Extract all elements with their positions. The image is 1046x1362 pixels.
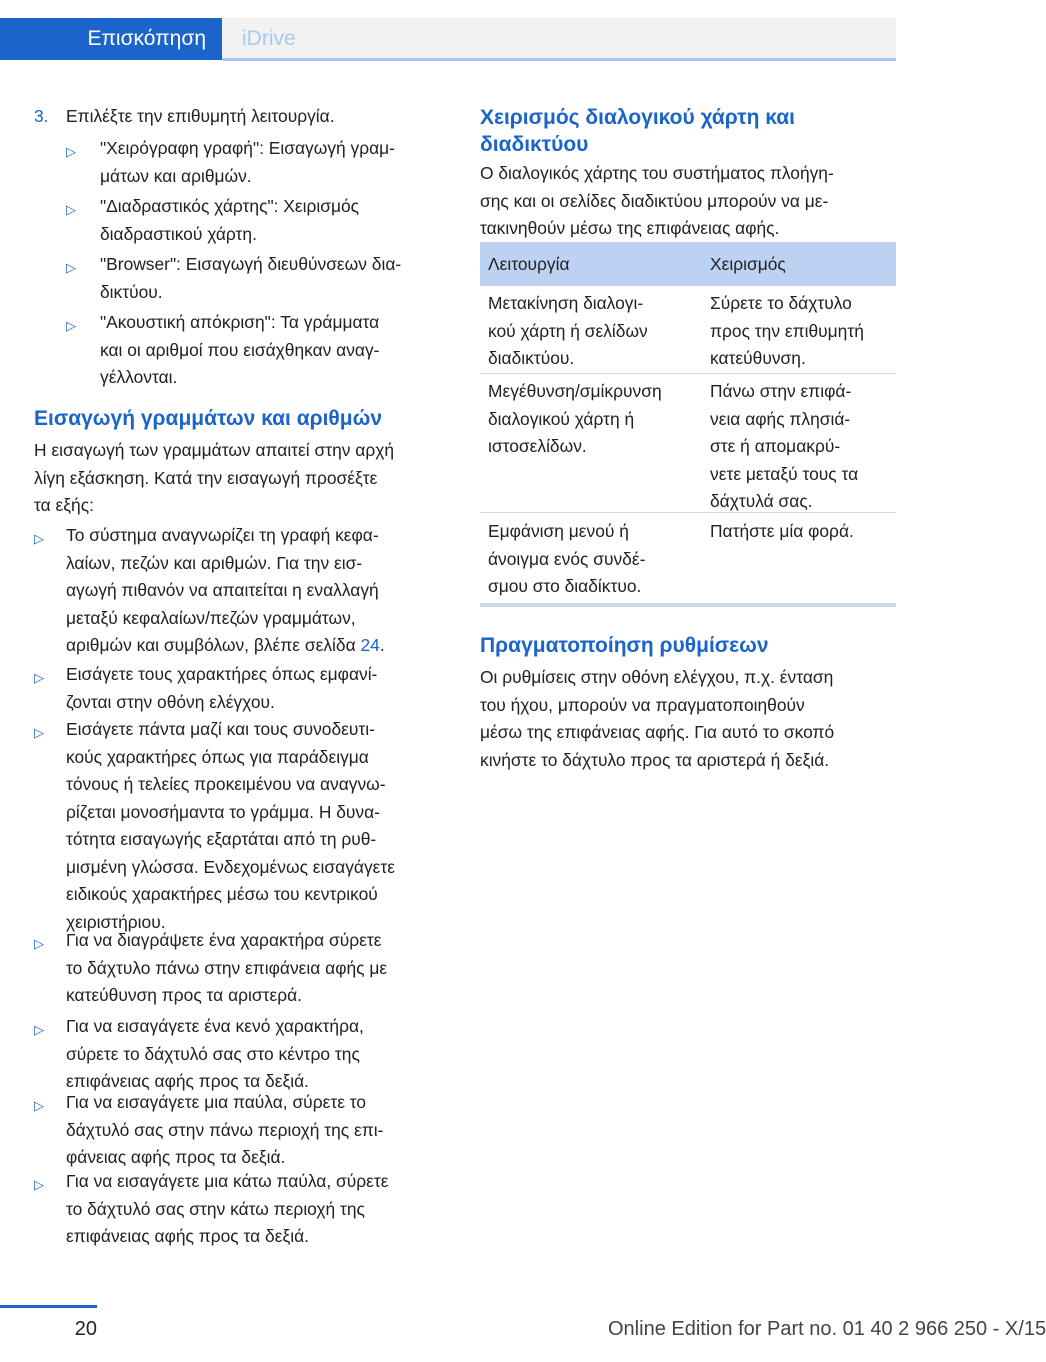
- triangle-icon: ▷: [66, 318, 76, 333]
- bullet-item: Εισάγετε τους χαρακτήρες όπως εμφανί‐ ζονται στην οθόνη ελέγχου.: [66, 664, 378, 712]
- table-cell: Σύρετε το δάχτυλο προς την επιθυμητή κατεύθυνση.: [710, 293, 864, 368]
- triangle-icon: ▷: [66, 202, 76, 217]
- sub-item: "Χειρόγραφη γραφή": Εισαγωγή γραμ‐ μάτων και αριθμών.: [100, 138, 395, 186]
- bullet-item: Για να εισαγάγετε ένα κενό χαρακτήρα, σύρετε το δάχτυλό σας στο κέντρο της επιφάνειας αφής προς τα δεξιά.: [66, 1016, 364, 1091]
- tab-overview[interactable]: Επισκόπηση: [0, 18, 222, 60]
- page-link[interactable]: 24: [360, 635, 380, 655]
- step-3-text: Επιλέξτε την επιθυμητή λειτουργία.: [66, 106, 335, 126]
- table-cell: Πάνω στην επιφά‐ νεια αφής πλησιά‐ στε ή απομακρύ‐ νετε μεταξύ τους τα δάχτυλά σας.: [710, 381, 859, 511]
- triangle-icon: ▷: [34, 1177, 44, 1192]
- triangle-icon: ▷: [34, 531, 44, 546]
- section-title-input: Εισαγωγή γραμμάτων και αριθμών: [34, 407, 383, 430]
- triangle-icon: ▷: [34, 725, 44, 740]
- triangle-icon: ▷: [66, 260, 76, 275]
- bullet-item: Το σύστημα αναγνωρίζει τη γραφή κεφα‐ λαίων, πεζών και αριθμών. Για την εισ‐ αγωγή πιθανόν να απαιτείται η εναλλαγή μεταξύ κεφαλαίων/πεζών γραμμάτων, αριθμών και συμβόλων, βλέπε σελίδα 24.: [66, 525, 385, 655]
- triangle-icon: ▷: [66, 144, 76, 159]
- bullet-item: Για να διαγράψετε ένα χαρακτήρα σύρετε το δάχτυλο πάνω στην επιφάνεια αφής με κατεύθυνση προς τα αριστερά.: [66, 930, 388, 1005]
- table-cell: Μετακίνηση διαλογι‐ κού χάρτη ή σελίδων διαδικτύου.: [488, 293, 648, 368]
- footer-rule: [0, 1305, 97, 1308]
- table-cell: Μεγέθυνση/σμίκρυνση διαλογικού χάρτη ή ιστοσελίδων.: [488, 381, 662, 456]
- tab-idrive[interactable]: iDrive: [222, 18, 896, 60]
- map-intro: Ο διαλογικός χάρτης του συστήματος πλοήγη‐ σης και οι σελίδες διαδικτύου μπορούν να με‐ τακινηθούν μέσω της επιφάνειας αφής.: [480, 163, 834, 238]
- section-intro: Η εισαγωγή των γραμμάτων απαιτεί στην αρχή λίγη εξάσκηση. Κατά την εισαγωγή προσέξτε τα εξής:: [34, 440, 395, 515]
- triangle-icon: ▷: [34, 670, 44, 685]
- row-divider: [480, 373, 896, 374]
- footer-edition: Online Edition for Part no. 01 40 2 966 250 - X/15: [608, 1318, 1046, 1340]
- sub-item: "Browser": Εισαγωγή διευθύνσεων δια‐ δικτύου.: [100, 254, 402, 302]
- sub-item: "Διαδραστικός χάρτης": Χειρισμός διαδραστικού χάρτη.: [100, 196, 360, 244]
- triangle-icon: ▷: [34, 1022, 44, 1037]
- triangle-icon: ▷: [34, 936, 44, 951]
- section-title-settings: Πραγματοποίηση ρυθμίσεων: [480, 634, 769, 657]
- page-number: 20: [74, 1318, 97, 1340]
- step-number: 3.: [34, 106, 49, 126]
- bullet-item: Για να εισαγάγετε μια κάτω παύλα, σύρετε το δάχτυλό σας στην κάτω περιοχή της επιφάνειας αφής προς τα δεξιά.: [66, 1171, 389, 1246]
- sub-item: "Ακουστική απόκριση": Τα γράμματα και οι αριθμοί που εισάχθηκαν αναγ‐ γέλλονται.: [100, 312, 380, 387]
- section-title-map: Χειρισμός διαλογικού χάρτη και διαδικτύου: [480, 106, 796, 156]
- table-bottom-rule: [480, 603, 896, 607]
- bullet-item: Για να εισαγάγετε μια παύλα, σύρετε το δάχτυλό σας στην πάνω περιοχή της επι‐ φάνειας αφής προς τα δεξιά.: [66, 1092, 384, 1167]
- bullet-item: Εισάγετε πάντα μαζί και τους συνοδευτι‐ κούς χαρακτήρες όπως για παράδειγμα τόνους ή τελείες προκειμένου να αναγνω‐ ρίζεται μονοσήμαντα το γράμμα. Η δυνα‐ τότητα εισαγωγής εξαρτάται από τη ρυθ‐ μισμένη γλώσσα. Ενδεχομένως εισαγάγετε ειδικούς χαρακτήρες μέσω του κεντρικού χειριστήριου.: [66, 719, 396, 932]
- settings-text: Οι ρυθμίσεις στην οθόνη ελέγχου, π.χ. ένταση του ήχου, μπορούν να πραγματοποιηθούν μέσω της επιφάνειας αφής. Για αυτό το σκοπό κινήστε το δάχτυλο προς τα αριστερά ή δεξιά.: [480, 667, 835, 770]
- step-3: [34, 103, 49, 131]
- row-divider: [480, 512, 896, 513]
- table-header-function: Λειτουργία: [488, 254, 570, 274]
- triangle-icon: ▷: [34, 1098, 44, 1113]
- table-cell: Πατήστε μία φορά.: [710, 521, 854, 541]
- header-underline: [222, 58, 896, 61]
- table-header-operation: Χειρισμός: [710, 254, 786, 274]
- table-cell: Εμφάνιση μενού ή άνοιγμα ενός συνδέ‐ σμου στο διαδίκτυο.: [488, 521, 646, 596]
